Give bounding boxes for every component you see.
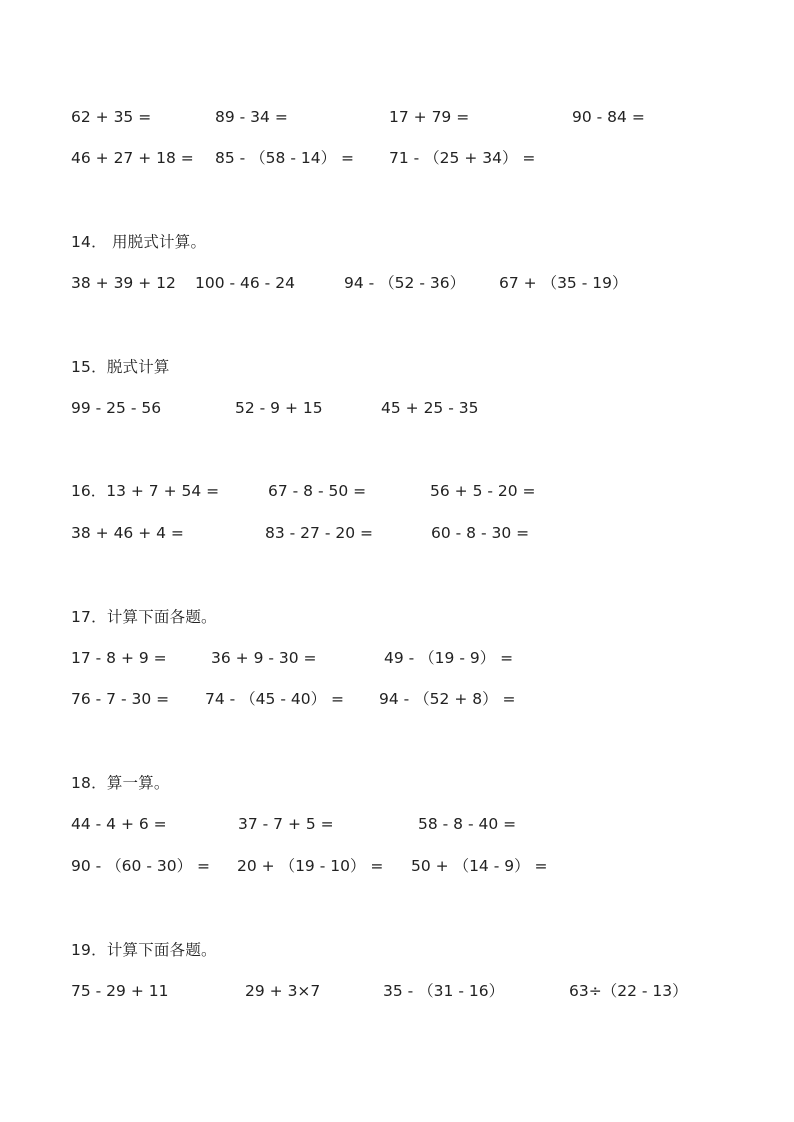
- problem-heading: 14． 用脱式计算。: [71, 233, 207, 251]
- problem-14-row-1: [0, 271, 794, 295]
- expression: 67 - 8 - 50 =: [268, 482, 367, 500]
- problem-17-row-2: [0, 687, 794, 711]
- problem-heading: 15．脱式计算: [71, 358, 170, 376]
- expression: 63÷（22 - 13）: [569, 982, 688, 1000]
- expression: 16．13 + 7 + 54 =: [71, 482, 220, 500]
- expression: 74 - （45 - 40） =: [205, 690, 344, 708]
- expression: 62 + 35 =: [71, 108, 152, 126]
- expression: 90 - 84 =: [572, 108, 645, 126]
- expression: 56 + 5 - 20 =: [430, 482, 536, 500]
- problem-14-heading: [0, 230, 794, 254]
- expression: 29 + 3×7: [245, 982, 321, 1000]
- problem-13-row-1: [0, 105, 794, 129]
- expression: 46 + 27 + 18 =: [71, 149, 194, 167]
- expression: 35 - （31 - 16）: [383, 982, 505, 1000]
- expression: 37 - 7 + 5 =: [238, 815, 334, 833]
- expression: 76 - 7 - 30 =: [71, 690, 170, 708]
- problem-18-row-1: [0, 812, 794, 836]
- expression: 67 + （35 - 19）: [499, 274, 628, 292]
- expression: 44 - 4 + 6 =: [71, 815, 167, 833]
- expression: 17 - 8 + 9 =: [71, 649, 167, 667]
- expression: 90 - （60 - 30） =: [71, 857, 210, 875]
- problem-17-heading: [0, 605, 794, 629]
- problem-heading: 18．算一算。: [71, 774, 170, 792]
- expression: 100 - 46 - 24: [195, 274, 295, 292]
- problem-heading: 19．计算下面各题。: [71, 941, 217, 959]
- problem-19-row-1: [0, 979, 794, 1003]
- problem-15-heading: [0, 355, 794, 379]
- problem-15-row-1: [0, 396, 794, 420]
- expression: 50 + （14 - 9） =: [411, 857, 548, 875]
- problem-18-row-2: [0, 854, 794, 878]
- problem-16-row-2: [0, 521, 794, 545]
- expression: 60 - 8 - 30 =: [431, 524, 530, 542]
- expression: 94 - （52 - 36）: [344, 274, 466, 292]
- expression: 38 + 39 + 12: [71, 274, 176, 292]
- expression: 75 - 29 + 11: [71, 982, 169, 1000]
- expression: 49 - （19 - 9） =: [384, 649, 514, 667]
- expression: 71 - （25 + 34） =: [389, 149, 536, 167]
- expression: 89 - 34 =: [215, 108, 288, 126]
- expression: 38 + 46 + 4 =: [71, 524, 184, 542]
- problem-13-row-2: [0, 146, 794, 170]
- problem-heading: 17．计算下面各题。: [71, 608, 217, 626]
- expression: 45 + 25 - 35: [381, 399, 479, 417]
- expression: 83 - 27 - 20 =: [265, 524, 373, 542]
- expression: 58 - 8 - 40 =: [418, 815, 517, 833]
- expression: 85 - （58 - 14） =: [215, 149, 354, 167]
- expression: 99 - 25 - 56: [71, 399, 162, 417]
- expression: 20 + （19 - 10） =: [237, 857, 384, 875]
- expression: 17 + 79 =: [389, 108, 470, 126]
- problem-16-row-1: [0, 479, 794, 503]
- problem-18-heading: [0, 771, 794, 795]
- expression: 36 + 9 - 30 =: [211, 649, 317, 667]
- expression: 52 - 9 + 15: [235, 399, 323, 417]
- problem-19-heading: [0, 938, 794, 962]
- expression: 94 - （52 + 8） =: [379, 690, 516, 708]
- problem-17-row-1: [0, 646, 794, 670]
